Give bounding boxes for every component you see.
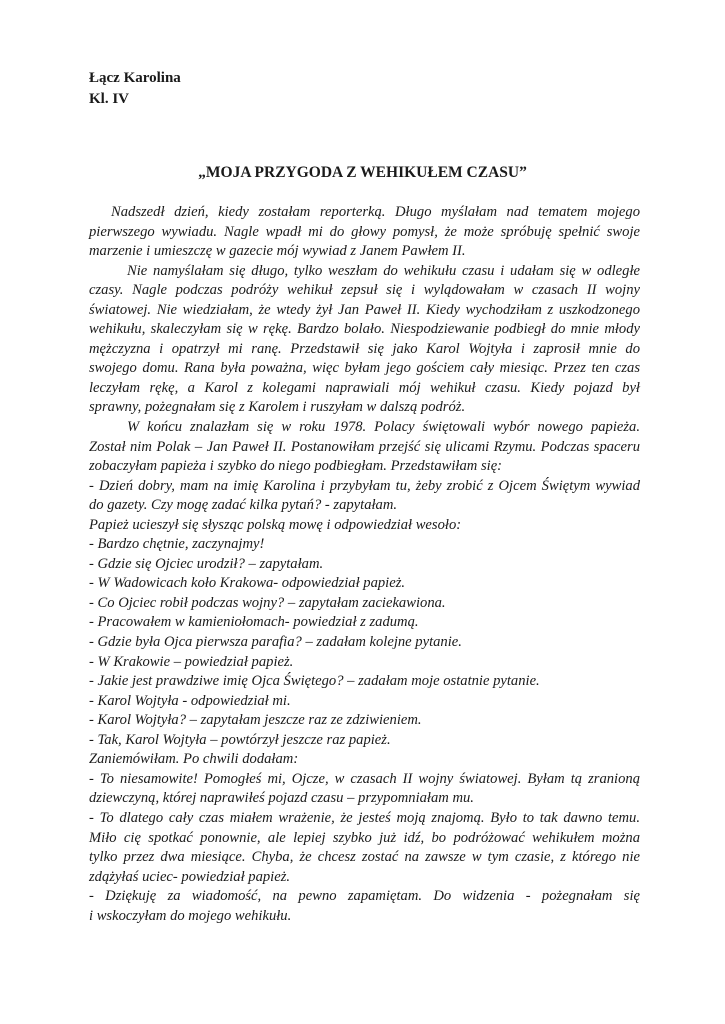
essay-body [89,203,640,926]
text-line: pierwszego wywiadu. Nagle wpadł mi do głowy pomysł, że może spróbuję spełnić swoje [89,223,640,240]
text-line: - Karol Wojtyła - odpowiedział mi. [89,692,291,709]
text-line: - Bardzo chętnie, zaczynajmy! [89,536,265,553]
text-line: - Gdzie się Ojciec urodził? – zapytałam. [89,555,324,572]
text-line: sprawny, pożegnałam się z Karolem i ruszyłam w dalszą podróż. [89,399,466,416]
text-line: zobaczyłam papieża i szybko do niego podbiegłam. Przedstawiłam się: [89,458,503,475]
text-line: swojego domu. Rana była poważna, więc byłam jego gościem cały miesiąc. Przez ten czas [89,360,640,377]
text-line: do gazety. Czy mogę zadać kilka pytań? - zapytałam. [89,497,398,514]
text-line: Zaniemówiłam. Po chwili dodałam: [89,751,299,768]
text-line: leczyłam rękę, a Karol z kolegami naprawiali mój wehikuł czasu. Kiedy pojazd był [89,379,640,396]
text-line: - Dzień dobry, mam na imię Karolina i przybyłam tu, żeby zrobić z Ojcem Świętym wywiad [89,477,640,494]
text-line: zdążyłaś uciec- powiedział papież. [89,868,291,885]
author-block [89,68,181,110]
text-line: mężczyzna i opatrzył mi ranę. Przedstawił się jako Karol Wojtyła i zaprosił mnie do [89,340,640,357]
text-line: Miło cię spotkać ponownie, ale lepiej szybko już idź, bo podróżować wehikułem można [89,829,640,846]
text-line: dziewczyną, której naprawiłeś pojazd czasu – przypomniałam mu. [89,790,474,807]
text-line: wehikułu, skaleczyłam się w rękę. Bardzo bolało. Niespodziewanie podbiegł do mnie młody [89,321,640,338]
text-line: Nie namyślałam się długo, tylko weszłam do wehikułu czasu i udałam się w odległe [127,262,640,279]
text-line: W końcu znalazłam się w roku 1978. Polacy świętowali wybór nowego papieża. [127,419,640,436]
text-line: Został nim Polak – Jan Paweł II. Postanowiłam przejść się ulicami Rzymu. Podczas spaceru [89,438,640,455]
text-line: - Dziękuję za wiadomość, na pewno zapamiętam. Do widzenia - pożegnałam się [89,888,640,905]
text-line: - Jakie jest prawdziwe imię Ojca Świętego? – zadałam moje ostatnie pytanie. [89,673,540,690]
text-line: - Pracowałem w kamieniołomach- powiedział z zadumą. [89,614,419,631]
text-line: - Tak, Karol Wojtyła – powtórzył jeszcze raz papież. [89,731,391,748]
text-line: czasy. Nagle podczas podróży wehikuł zepsuł się i wylądowałam w czasach II wojny [89,282,640,299]
text-line: - Gdzie była Ojca pierwsza parafia? – zadałam kolejne pytanie. [89,634,462,651]
text-line: - W Krakowie – powiedział papież. [89,653,294,670]
text-line: Nadszedł dzień, kiedy zostałam reporterką. Długo myślałam nad tematem mojego [111,204,640,220]
text-line: - Co Ojciec robił podczas wojny? – zapytałam zaciekawiona. [89,594,446,611]
text-line: - Karol Wojtyła? – zapytałam jeszcze raz ze zdziwieniem. [89,712,422,729]
text-line: światowej. Nie wiedziałam, że wtedy żył Jan Paweł II. Kiedy wychodziłam z uszkodzonego [89,301,640,318]
text-line: - W Wadowicach koło Krakowa- odpowiedział papież. [89,575,406,592]
author-class: Kl. IV [89,91,130,107]
author-name: Łącz Karolina [89,70,181,86]
text-line: tylko przez dwa miesiące. Chyba, że chcesz zostać na zawsze w tym czasie, z którego nie [89,849,640,866]
text-line: marzenie i umieszczę w gazecie mój wywiad z Janem Pawłem II. [89,243,466,260]
text-line: - To niesamowite! Pomogłeś mi, Ojcze, w czasach II wojny światowej. Byłam tą zranioną [89,770,640,787]
essay-title: „MOJA PRZYGODA Z WEHIKUŁEM CZASU” [198,164,527,181]
text-line: Papież ucieszył się słysząc polską mowę i odpowiedział wesoło: [89,516,462,533]
text-line: i wskoczyłam do mojego wehikułu. [89,907,292,924]
text-line: - To dlatego cały czas miałem wrażenie, że jesteś moją znajomą. Było to tak dawno temu. [89,809,640,826]
